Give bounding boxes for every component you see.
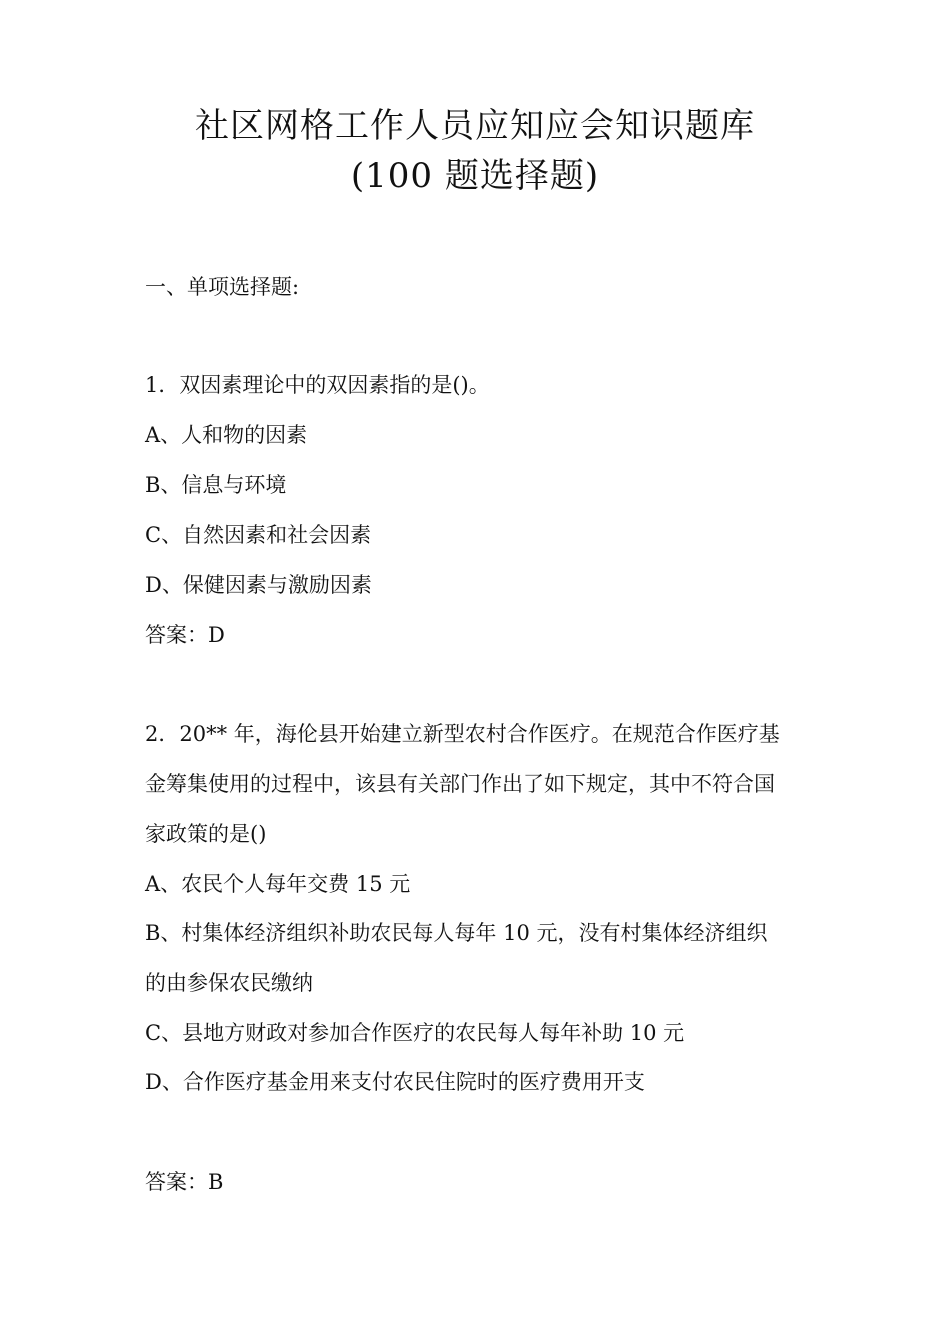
question-2-stem-line-3: 家政策的是() (145, 822, 267, 846)
question-1-option-c: C、自然因素和社会因素 (145, 523, 372, 547)
question-2-option-c: C、县地方财政对参加合作医疗的农民每人每年补助 10 元 (145, 1021, 685, 1045)
question-2-answer: 答案：B (145, 1170, 224, 1194)
question-1-option-d: D、保健因素与激励因素 (145, 573, 372, 597)
question-2-stem-line-2: 金筹集使用的过程中，该县有关部门作出了如下规定，其中不符合国 (145, 772, 775, 796)
question-1-option-b: B、信息与环境 (145, 473, 287, 497)
question-2-stem-line-1: 2．20** 年，海伦县开始建立新型农村合作医疗。在规范合作医疗基 (145, 722, 780, 746)
question-2-option-b-line-2: 的由参保农民缴纳 (145, 971, 313, 995)
question-1-option-a: A、人和物的因素 (145, 423, 308, 447)
document-title: 社区网格工作人员应知应会知识题库 (195, 106, 755, 146)
question-1-answer: 答案：D (145, 623, 225, 647)
question-2-option-a: A、农民个人每年交费 15 元 (145, 872, 411, 896)
section-heading: 一、单项选择题: (145, 275, 300, 299)
document-subtitle: (100 题选择题) (350, 156, 600, 196)
question-2-option-b-line-1: B、村集体经济组织补助农民每人每年 10 元，没有村集体经济组织 (145, 921, 768, 945)
question-1-stem: 1．双因素理论中的双因素指的是()。 (145, 373, 490, 397)
question-2-option-d: D、合作医疗基金用来支付农民住院时的医疗费用开支 (145, 1070, 645, 1094)
